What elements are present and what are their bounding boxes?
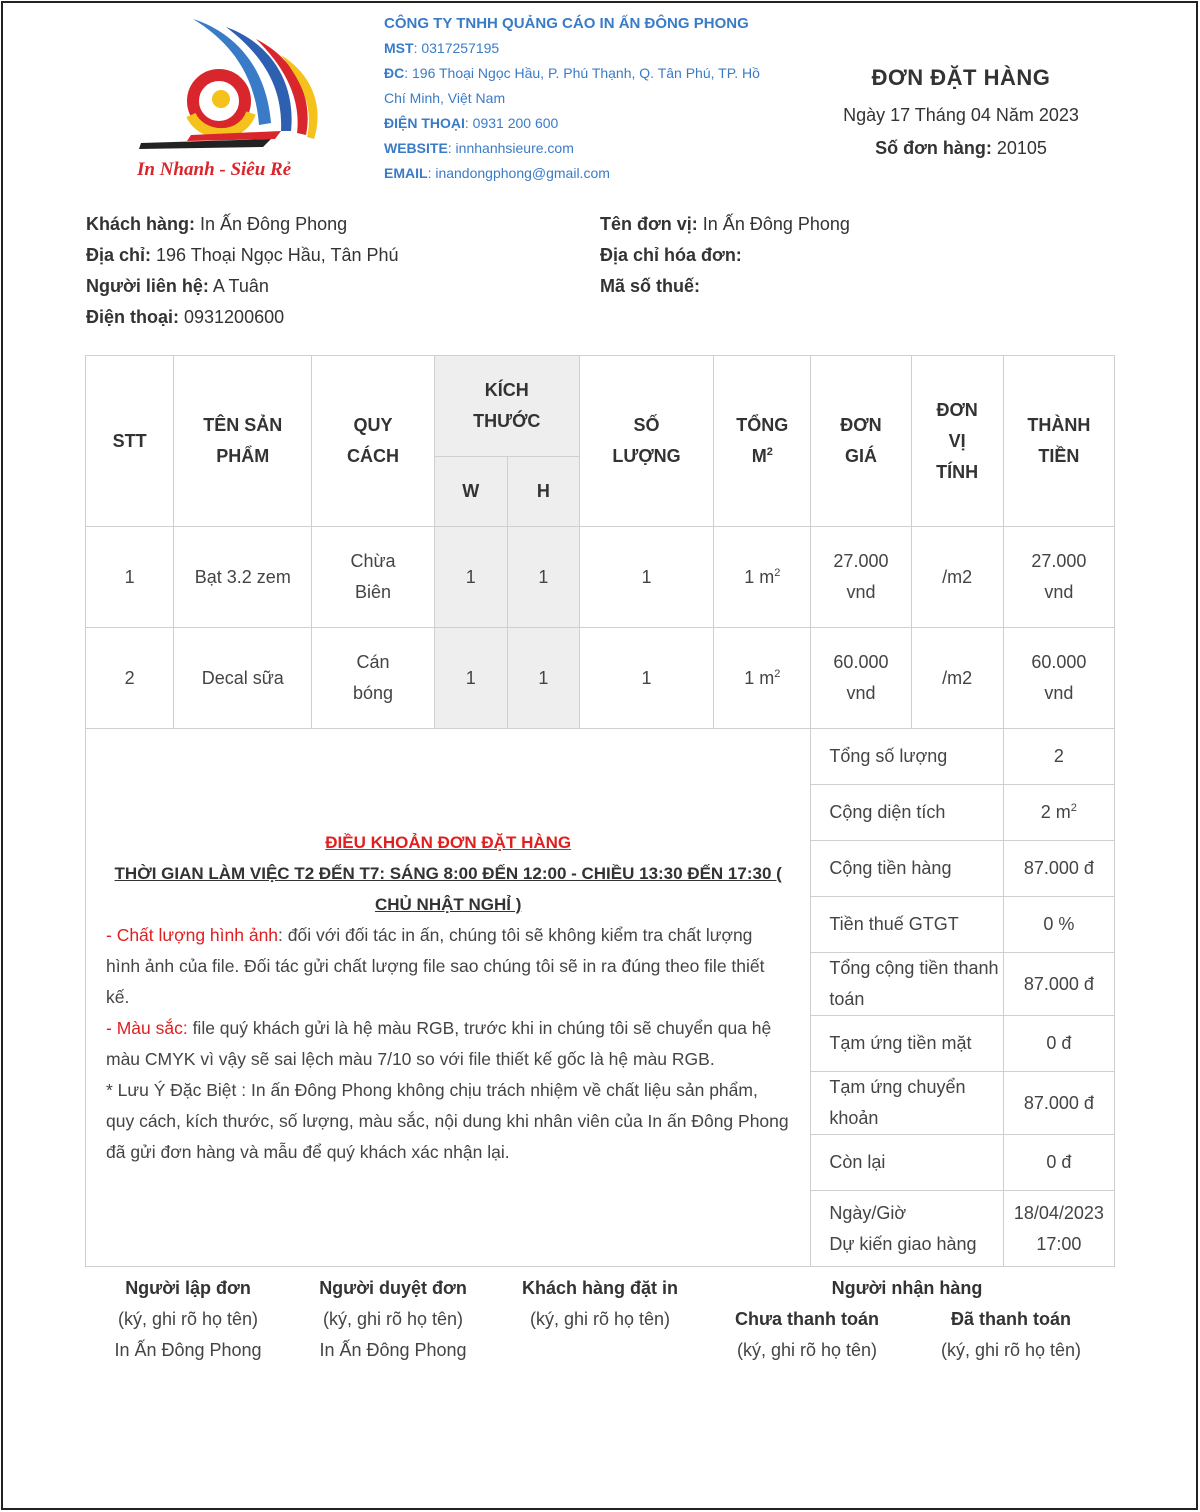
header-price: ĐƠN GIÁ	[811, 356, 911, 527]
terms-cell	[86, 729, 811, 1267]
summary-label: Tạm ứng tiền mặt	[811, 1016, 1003, 1072]
summary-value: 87.000 đ	[1003, 953, 1114, 1016]
header-w: W	[434, 457, 507, 527]
cell-spec: Cán bóng	[312, 628, 434, 729]
summary-value: 87.000 đ	[1003, 1072, 1114, 1135]
company-name: CÔNG TY TNHH QUẢNG CÁO IN ẤN ĐÔNG PHONG	[384, 15, 749, 32]
summary-value: 87.000 đ	[1003, 841, 1114, 897]
cell-product: Decal sữa	[174, 628, 312, 729]
billing-info	[600, 209, 850, 302]
delivery-label: Ngày/Giờ Dự kiến giao hàng	[811, 1191, 1003, 1267]
summary-label: Tạm ứng chuyển khoản	[811, 1072, 1003, 1135]
header-total-m2: TỔNG $M^2$	[714, 356, 811, 527]
table-header-row	[86, 356, 1115, 457]
cell-w: 1	[434, 527, 507, 628]
order-document	[1, 1, 1198, 1510]
company-website: WEBSITE: innhanhsieure.com	[384, 140, 574, 156]
cell-amount: 60.000 vnd	[1003, 628, 1114, 729]
signature-paid: Đã thanh toán (ký, ghi rõ họ tên)	[940, 1309, 1082, 1360]
header-h: H	[507, 457, 579, 527]
cell-unit: /m2	[911, 628, 1003, 729]
summary-label: Cộng tiền hàng	[811, 841, 1003, 897]
table-row	[86, 628, 1115, 729]
company-phone: ĐIỆN THOẠI: 0931 200 600	[384, 115, 559, 131]
summary-label: Tổng cộng tiền thanh toán	[811, 953, 1003, 1016]
cell-price: 60.000 vnd	[811, 628, 911, 729]
cell-h: 1	[507, 628, 579, 729]
summary-value: 2	[1003, 729, 1114, 785]
cell-price: 27.000 vnd	[811, 527, 911, 628]
customer-address: Địa chỉ: 196 Thoại Ngọc Hầu, Tân Phú	[86, 245, 399, 265]
invoice-address: Địa chỉ hóa đơn:	[600, 245, 742, 265]
signature-approver: Người duyệt đơn (ký, ghi rõ họ tên) In Ấn Đông Phong	[319, 1278, 467, 1360]
table-row	[86, 527, 1115, 628]
summary-value: 0 %	[1003, 897, 1114, 953]
cell-product: Bạt 3.2 zem	[174, 527, 312, 628]
cell-qty: 1	[579, 527, 713, 628]
cell-spec: Chừa Biên	[312, 527, 434, 628]
summary-label: Cộng diện tích	[811, 785, 1003, 841]
terms-working-hours: THỜI GIAN LÀM VIỆC T2 ĐẾN T7: SÁNG 8:00 ĐẾN 12:00 - CHIỀU 13:30 ĐẾN 17:30 ( CHỦ NHẬT NGHỈ )	[114, 864, 782, 914]
company-email: EMAIL: inandongphong@gmail.com	[384, 165, 610, 181]
cell-amount: 27.000 vnd	[1003, 527, 1114, 628]
summary-label: Tổng số lượng	[811, 729, 1003, 785]
company-mst: MST: 0317257195	[384, 40, 500, 56]
logo-slogan: In Nhanh - Siêu Rẻ	[137, 159, 292, 180]
cell-stt: 2	[86, 628, 174, 729]
customer-phone: Điện thoại: 0931200600	[86, 307, 285, 327]
summary-label: Tiền thuế GTGT	[811, 897, 1003, 953]
company-logo	[131, 13, 331, 188]
order-table	[85, 355, 1115, 1267]
cell-stt: 1	[86, 527, 174, 628]
order-terms	[106, 827, 790, 1168]
order-number: Số đơn hàng: 20105	[875, 138, 1047, 158]
logo-graphic-icon	[131, 13, 331, 163]
terms-color: - Màu sắc: file quý khách gửi là hệ màu RGB, trước khi in chúng tôi sẽ chuyển qua hệ màu CMYK vì vậy sẽ sai lệch màu 7/10 so với file thiết kế gốc là hệ màu RGB.	[106, 1018, 772, 1069]
signature-customer: Khách hàng đặt in (ký, ghi rõ họ tên)	[521, 1278, 678, 1329]
header-stt: STT	[86, 356, 174, 527]
company-info	[384, 11, 804, 186]
order-date: Ngày 17 Tháng 04 Năm 2023	[843, 105, 1079, 125]
header-amount: THÀNH TIỀN	[1003, 356, 1114, 527]
cell-qty: 1	[579, 628, 713, 729]
tax-code: Mã số thuế:	[600, 276, 701, 296]
header-product: TÊN SẢN PHẨM	[174, 356, 312, 527]
header-unit: ĐƠN VỊ TÍNH	[911, 356, 1003, 527]
signature-creator: Người lập đơn (ký, ghi rõ họ tên) In Ấn Đông Phong	[114, 1278, 262, 1360]
company-address-line2: Chí Minh, Việt Nam	[384, 90, 506, 106]
header-qty: SỐ LƯỢNG	[579, 356, 713, 527]
header-size: KÍCH THƯỚC	[434, 356, 579, 457]
summary-label: Còn lại	[811, 1135, 1003, 1191]
cell-h: 1	[507, 527, 579, 628]
summary-value: 0 đ	[1003, 1135, 1114, 1191]
cell-area: 1 $m^2$	[714, 527, 811, 628]
customer-info	[86, 209, 399, 333]
signature-unpaid: Chưa thanh toán (ký, ghi rõ họ tên)	[734, 1309, 880, 1360]
summary-row	[86, 729, 1115, 785]
summary-value: 0 đ	[1003, 1016, 1114, 1072]
order-title: ĐƠN ĐẶT HÀNG	[871, 65, 1051, 90]
delivery-value: 18/04/2023 17:00	[1003, 1191, 1114, 1267]
customer-name: Khách hàng: In Ấn Đông Phong	[86, 214, 348, 234]
terms-quality: - Chất lượng hình ảnh: đối với đối tác in ấn, chúng tôi sẽ không kiểm tra chất lượng hình ảnh của file. Đối tác gửi chất lượng file sao chúng tôi sẽ in ra đúng theo file thiết kế.	[106, 925, 765, 1007]
company-address: ĐC: 196 Thoại Ngọc Hầu, P. Phú Thạnh, Q. Tân Phú, TP. Hồ	[384, 65, 760, 81]
order-header	[803, 65, 1119, 159]
signature-receiver: Người nhận hàng	[831, 1278, 983, 1298]
terms-title: ĐIỀU KHOẢN ĐƠN ĐẶT HÀNG	[325, 833, 572, 852]
summary-value: 2 $m^2$	[1003, 785, 1114, 841]
cell-area: 1 $m^2$	[714, 628, 811, 729]
customer-contact: Người liên hệ: A Tuân	[86, 276, 269, 296]
header-spec: QUY CÁCH	[312, 356, 434, 527]
cell-w: 1	[434, 628, 507, 729]
cell-unit: /m2	[911, 527, 1003, 628]
terms-note: * Lưu Ý Đặc Biệt : In ấn Đông Phong không chịu trách nhiệm về chất liệu sản phẩm, quy cách, kích thước, số lượng, màu sắc, nội dung khi nhân viên của In ấn Đông Phong đã gửi đơn hàng và mẫu để quý khách xác nhận lại.	[106, 1080, 789, 1162]
unit-name: Tên đơn vị: In Ấn Đông Phong	[600, 214, 850, 234]
